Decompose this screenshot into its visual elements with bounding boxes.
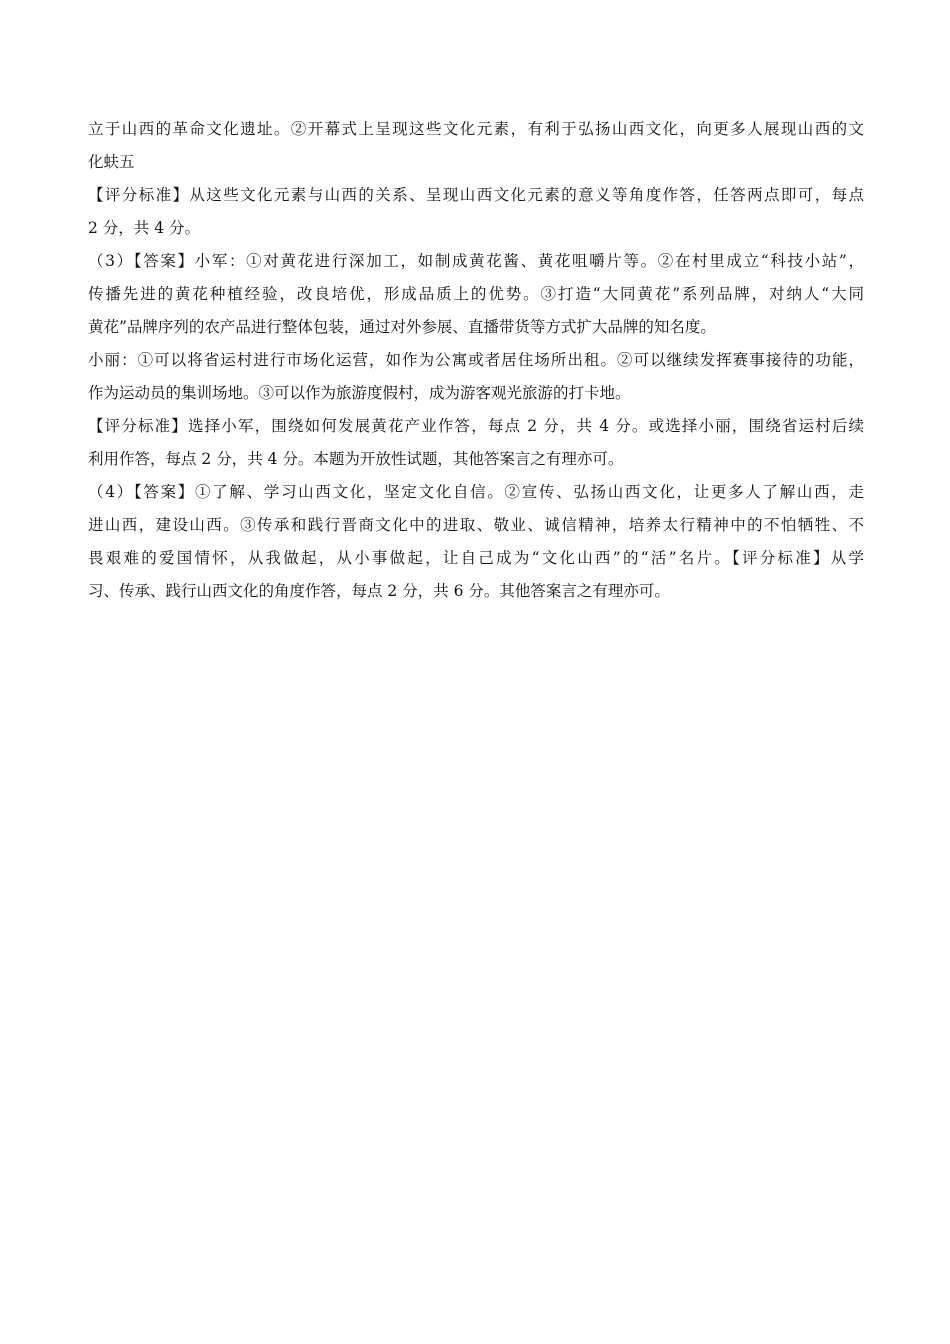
text-line-7: 黄花”品牌序列的农产品进行整体包装，通过对外参展、直播带货等方式扩大品牌的知名度。: [88, 318, 716, 336]
document-page: [88, 113, 864, 608]
text-line-11: 利用作答，每点 2 分，共 4 分。本题为开放性试题，其他答案言之有理亦可。: [88, 450, 624, 468]
text-line-1: 立于山西的革命文化遗址。②开幕式上呈现这些文化元素，有利于弘扬山西文化，向更多人展现山西的文: [88, 120, 864, 138]
text-line-2: 化蚨五: [88, 153, 135, 171]
text-line-12: （4）【答案】①了解、学习山西文化，坚定文化自信。②宣传、弘扬山西文化，让更多人了解山西，走: [88, 483, 864, 501]
text-line-14: 畏艰难的爱国情怀，从我做起，从小事做起，让自己成为“文化山西”的“活”名片。【评分标准】从学: [88, 549, 864, 567]
text-line-9: 作为运动员的集训场地。③可以作为旅游度假村，成为游客观光旅游的打卡地。: [88, 384, 631, 402]
text-line-8: 小丽：①可以将省运村进行市场化运营，如作为公寓或者居住场所出租。②可以继续发挥赛事接待的功能，: [88, 351, 864, 369]
text-line-10: 【评分标准】选择小军，围绕如何发展黄花产业作答，每点 2 分，共 4 分。或选择小丽，围绕省运村后续: [88, 417, 864, 435]
text-line-15: 习、传承、践行山西文化的角度作答，每点 2 分，共 6 分。其他答案言之有理亦可。: [88, 582, 670, 600]
text-line-13: 进山西，建设山西。③传承和践行晋商文化中的进取、敬业、诚信精神，培养太行精神中的不怕牺牲、不: [88, 516, 864, 534]
text-line-5: （3）【答案】小军：①对黄花进行深加工，如制成黄花酱、黄花咀嚼片等。②在村里成立“科技小站”，: [88, 252, 864, 270]
text-line-6: 传播先进的黄花种植经验，改良培优，形成品质上的优势。③打造“大同黄花”系列品牌，对纳人“大同: [88, 285, 864, 303]
text-line-4: 2 分，共 4 分。: [88, 219, 201, 237]
text-line-3: 【评分标准】从这些文化元素与山西的关系、呈现山西文化元素的意义等角度作答，任答两点即可，每点: [88, 186, 864, 204]
